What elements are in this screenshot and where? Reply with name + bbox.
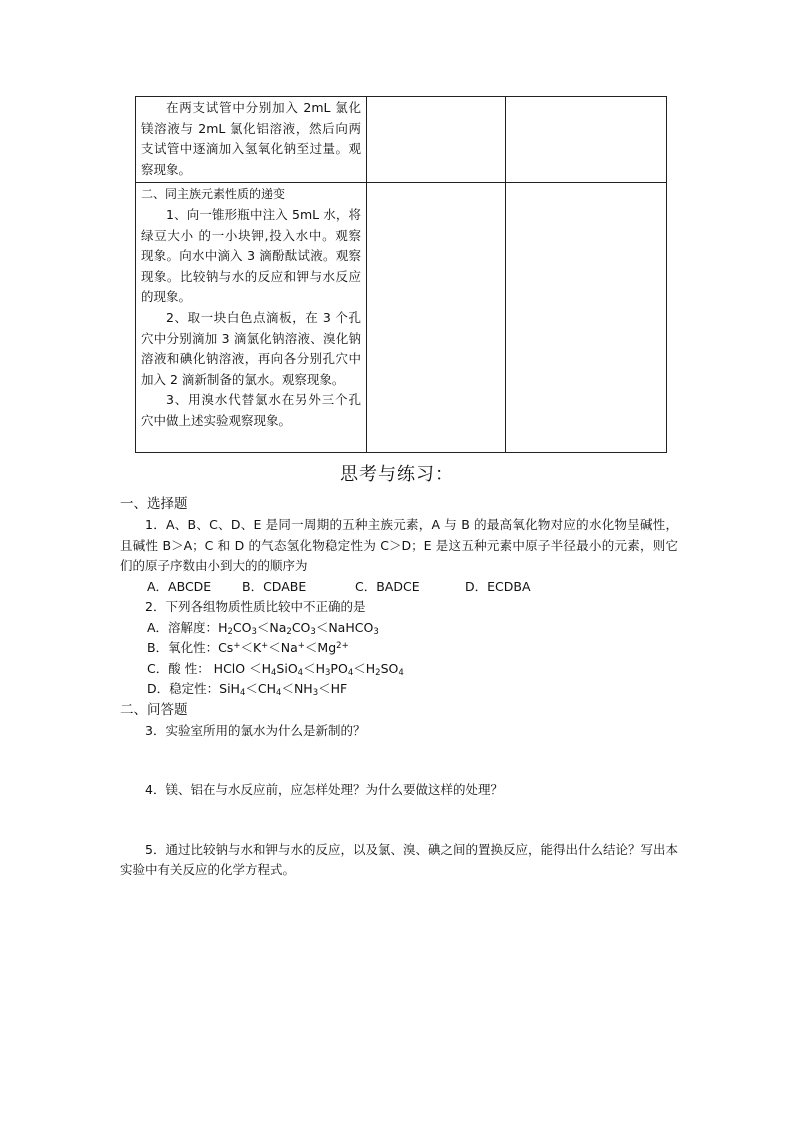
page-title: 思考与练习： — [340, 464, 454, 485]
option-c: C．BADCE — [355, 578, 420, 594]
section-heading: 二、同主族元素性质的递变 — [141, 187, 286, 202]
section-heading: 一、选择题 — [120, 496, 188, 512]
conclusion-cell — [506, 97, 667, 183]
procedure-step: 1、向一锥形瓶中注入 5mL 水，将绿豆大小 的一小块钾,投入水中。观察现象。向水中滴入 3 滴酚酞试液。观察现象。比较钠与水的反应和钾与水反应的现象。 — [141, 206, 361, 305]
question-5: 5．通过比较钠与水和钾与水的反应，以及氯、溴、碘之间的置换反应，能得出什么结论？写出本实验中有关反应的化学方程式。 — [120, 841, 678, 877]
exercise-content — [120, 494, 678, 881]
option-d: D．ECDBA — [465, 578, 531, 594]
option-d: D．稳定性：$SiH_4<CH_4<NH_3<HF$ — [147, 681, 348, 698]
question-3: 3．实验室所用的氯水为什么是新制的？ — [145, 722, 366, 738]
question-2: 2．下列各组物质性质比较中不正确的是 — [145, 599, 366, 614]
procedure-cell — [136, 183, 367, 453]
conclusion-cell — [506, 183, 667, 453]
phenomenon-cell — [367, 183, 506, 453]
option-c: C．酸 性： HClO $<H_4SiO_4<H_3PO_4<H_2SO_4$ — [147, 660, 404, 678]
option-b: B．氧化性：$Cs^+<K^+<Na^+<Mg^{2+}$ — [147, 640, 349, 655]
experiment-table — [135, 96, 667, 453]
procedure-text: 在两支试管中分别加入 2mL 氯化镁溶液与 2mL 氯化铝溶液，然后向两支试管中逐滴加入氢氧化钠至过量。观察现象。 — [141, 100, 361, 177]
procedure-step: 3、用溴水代替氯水在另外三个孔穴中做上述实验观察现象。 — [141, 392, 361, 428]
question-1: 1．A、B、C、D、E 是同一周期的五种主族元素，A 与 B 的最高氧化物对应的水化物呈碱性，且碱性 B＞A；C 和 D 的气态氢化物稳定性为 C＞D；E 是这五种元素中原子半径最小的元素，则它们的原子序数由小到大的的顺序为 — [120, 517, 678, 573]
procedure-step: 2、取一块白色点滴板，在 3 个孔穴中分别滴加 3 滴氯化钠溶液、溴化钠溶液和碘化钠溶液，再向各分别孔穴中加入 2 滴新制备的氯水。观察现象。 — [141, 309, 361, 387]
option-a: A．溶解度：$H_2CO_3<Na_2CO_3<NaHCO_3$ — [147, 619, 379, 637]
question-1-options — [120, 577, 678, 598]
question-4: 4．镁、铝在与水反应前，应怎样处理？为什么要做这样的处理？ — [145, 782, 503, 797]
table-row — [136, 183, 667, 453]
procedure-cell — [136, 97, 367, 183]
table-row — [136, 97, 667, 183]
section-heading: 二、问答题 — [120, 701, 188, 718]
option-a: A．ABCDE — [147, 578, 212, 594]
phenomenon-cell — [367, 97, 506, 183]
option-b: B．CDABE — [242, 578, 307, 594]
